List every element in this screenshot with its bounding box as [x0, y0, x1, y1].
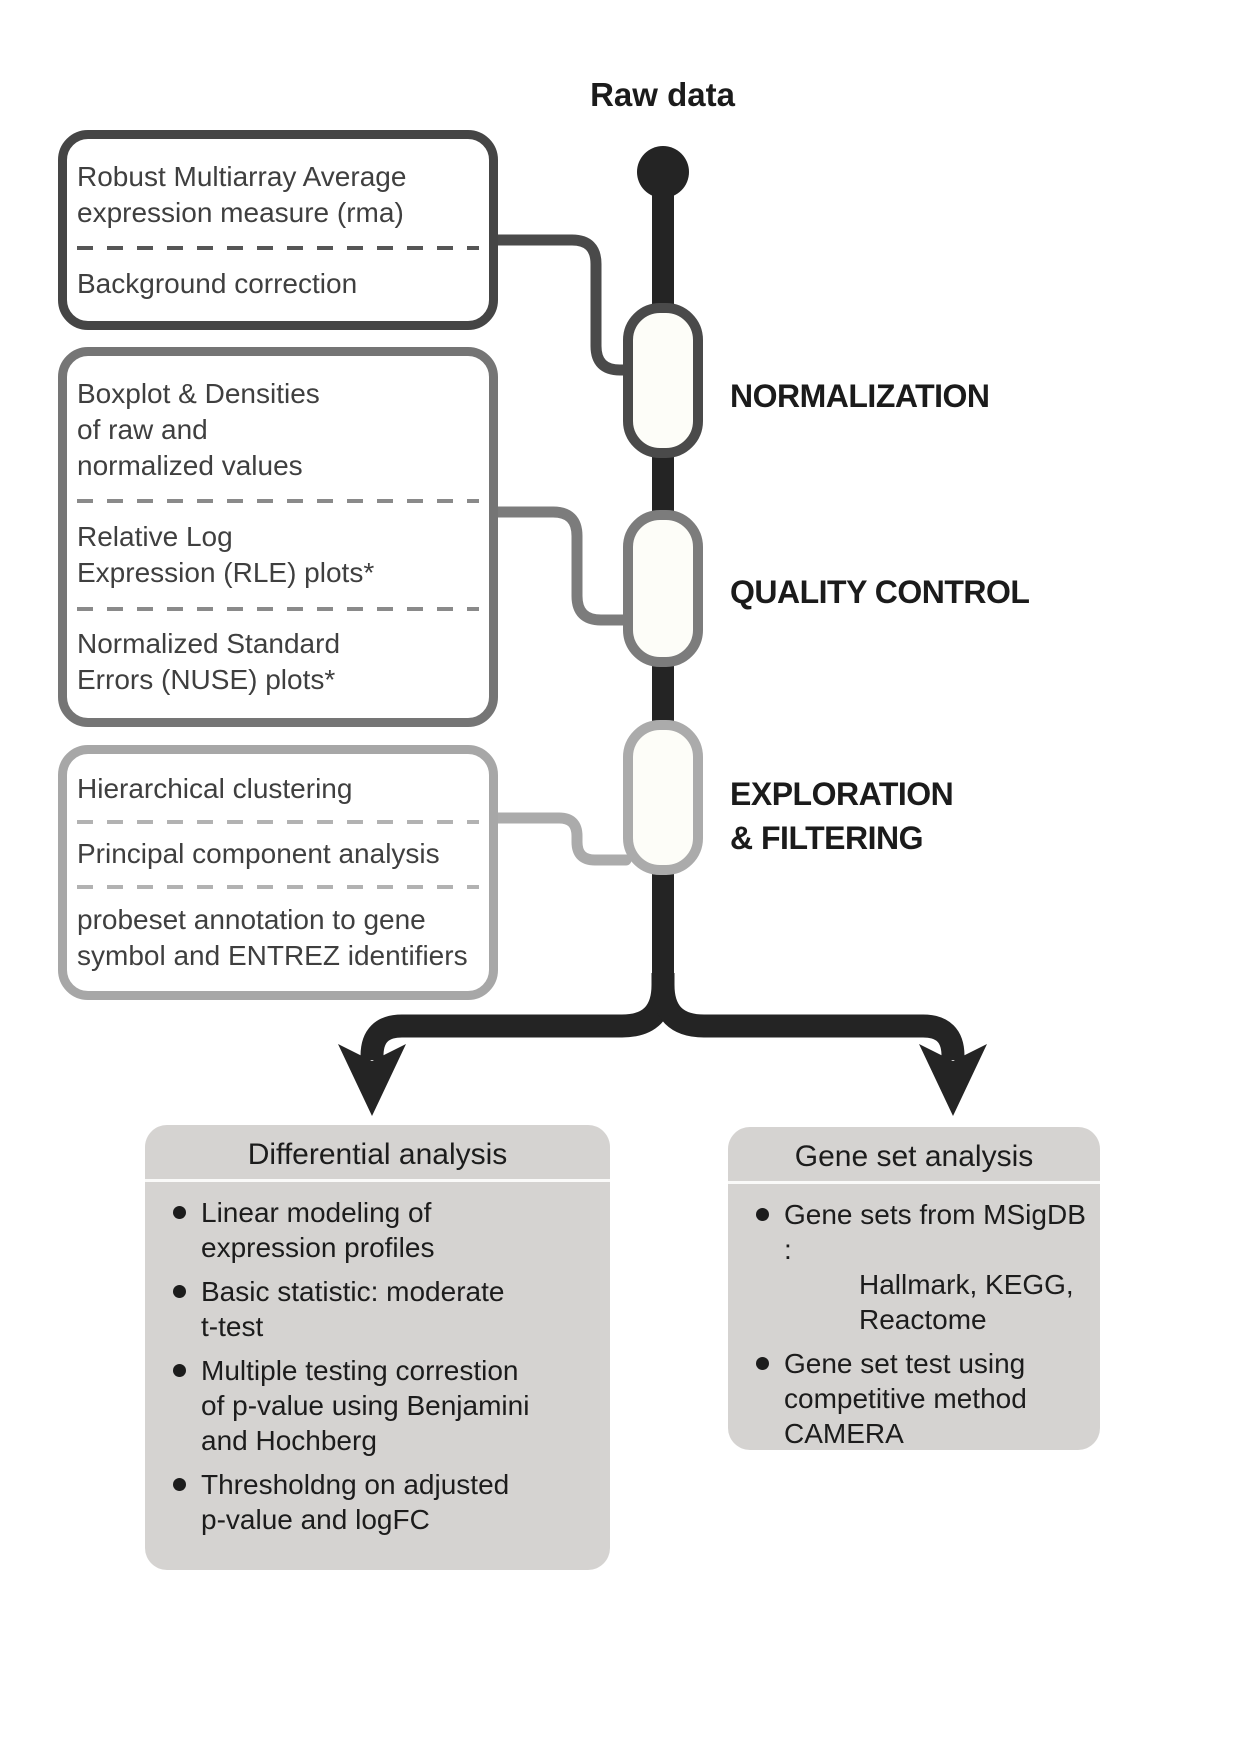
stage-label-exploration-line2: & FILTERING [730, 820, 923, 856]
box-section [77, 266, 479, 302]
bullet-marker-icon [173, 1285, 186, 1298]
bullet-line: Hallmark, KEGG, [859, 1269, 1074, 1300]
box-line: normalized values [77, 449, 303, 481]
gene-set-analysis-panel [728, 1127, 1100, 1450]
bullet-line: competitive method [784, 1383, 1027, 1414]
box-section [77, 836, 479, 872]
bullet-marker-icon [756, 1208, 769, 1221]
qc-plots-box [58, 347, 498, 727]
box-section [77, 626, 479, 698]
bullet-text: Basic statistic: moderate [201, 1276, 505, 1307]
differential-analysis-panel [145, 1125, 610, 1570]
bullet-line: t-test [201, 1311, 264, 1342]
differential-analysis-title: Differential analysis [145, 1125, 610, 1182]
connector-quality-control [497, 512, 626, 620]
bullet-line [754, 1346, 1090, 1381]
bullet-marker-icon [756, 1357, 769, 1370]
differential-analysis-body [145, 1182, 610, 1537]
bullet-item [171, 1195, 600, 1265]
box-section [77, 519, 479, 591]
box-line: Errors (NUSE) plots* [77, 664, 336, 696]
connector-normalization [497, 240, 626, 370]
box-line: Principal component analysis [77, 838, 440, 870]
box-line: Relative Log [77, 520, 233, 552]
bullet-marker-icon [173, 1478, 186, 1491]
dashed-divider [77, 885, 479, 889]
bullet-text: Linear modeling of [201, 1197, 432, 1228]
bullet-line [171, 1274, 600, 1309]
connector-exploration [497, 818, 626, 860]
stage-label-exploration-line1: EXPLORATION [730, 776, 954, 812]
box-section [77, 159, 479, 231]
bullet-marker-icon [173, 1206, 186, 1219]
box-line: Boxplot & Densities [77, 377, 320, 409]
bullet-marker-icon [173, 1364, 186, 1377]
rma-background-box [58, 130, 498, 330]
dashed-divider [77, 499, 479, 503]
dashed-divider [77, 820, 479, 824]
bullet-item [754, 1197, 1090, 1337]
bullet-item [754, 1346, 1090, 1451]
raw-data-label: Raw data [590, 76, 735, 113]
bullet-line [754, 1197, 1090, 1267]
dashed-divider [77, 246, 479, 250]
bullet-item [171, 1274, 600, 1344]
bullet-item [171, 1353, 600, 1458]
box-section [77, 771, 479, 807]
quality-control-node [628, 515, 698, 662]
bullet-text: Gene set test using [784, 1348, 1026, 1379]
box-line: Background correction [77, 267, 358, 299]
box-line: Normalized Standard [77, 628, 341, 660]
bullet-item [171, 1467, 600, 1537]
bullet-line [171, 1353, 600, 1388]
branch-right-arm [663, 973, 953, 1060]
exploration-node [628, 725, 698, 870]
bullet-line: of p-value using Benjamini [201, 1390, 530, 1421]
box-line: symbol and ENTREZ identifiers [77, 940, 468, 972]
bullet-line: expression profiles [201, 1232, 435, 1263]
box-line: Hierarchical clustering [77, 772, 353, 804]
stage-label-normalization: NORMALIZATION [730, 378, 990, 414]
bullet-text: Multiple testing correstion [201, 1355, 519, 1386]
box-line: of raw and [77, 413, 208, 445]
exploration-methods-box [58, 745, 498, 1000]
box-line: Expression (RLE) plots* [77, 556, 375, 588]
stage-label-quality-control: QUALITY CONTROL [730, 574, 1030, 610]
bullet-text: Gene sets from MSigDB : [784, 1199, 1086, 1265]
bullet-line [171, 1195, 600, 1230]
normalization-node [628, 308, 698, 453]
bullet-line: p-value and logFC [201, 1504, 430, 1535]
box-line: Robust Multiarray Average [77, 160, 407, 192]
gene-set-analysis-title: Gene set analysis [728, 1127, 1100, 1184]
bullet-line: and Hochberg [201, 1425, 377, 1456]
raw-data-dot [637, 146, 689, 198]
box-section [77, 902, 479, 974]
bullet-line: CAMERA [784, 1418, 904, 1449]
box-line: probeset annotation to gene [77, 904, 426, 936]
box-line: expression measure (rma) [77, 196, 404, 228]
bullet-line: Reactome [859, 1304, 987, 1335]
bullet-line [171, 1467, 600, 1502]
box-section [77, 376, 479, 484]
gene-set-analysis-body [728, 1184, 1100, 1451]
stage-label-exploration-filtering [730, 772, 953, 860]
bullet-text: Thresholdng on adjusted [201, 1469, 510, 1500]
dashed-divider [77, 607, 479, 611]
